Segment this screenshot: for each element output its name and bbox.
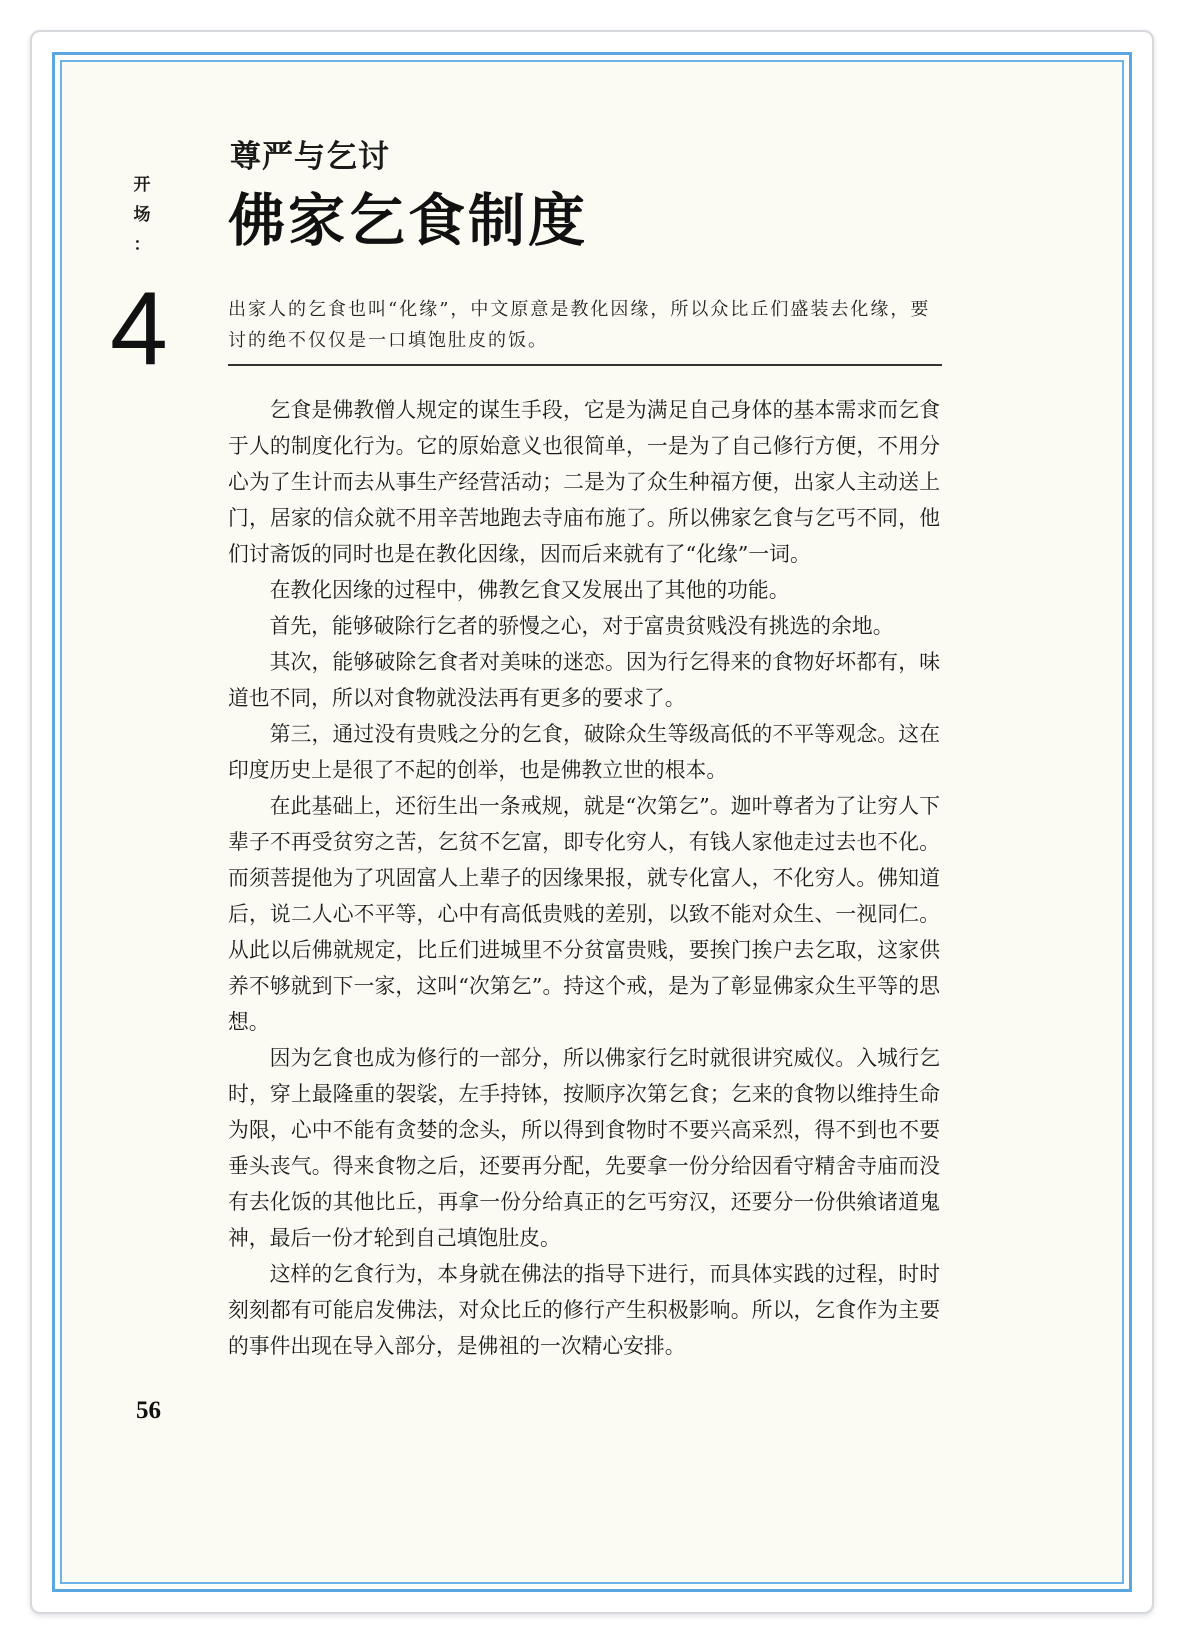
chapter-intro: 出家人的乞食也叫“化缘”，中文原意是教化因缘，所以众比丘们盛装去化缘，要讨的绝不仅仅是一口填饱肚皮的饭。	[228, 299, 931, 351]
paragraph: 乞食是佛教僧人规定的谋生手段，它是为满足自己身体的基本需求而乞食于人的制度化行为。它的原始意义也很简单，一是为了自己修行方便，不用分心为了生计而去从事生产经营活动；二是为了众生种福方便，出家人主动送上门，居家的信众就不用辛苦地跑去寺庙布施了。所以佛家乞食与乞丐不同，他们讨斋饭的同时也是在教化因缘，因而后来就有了“化缘”一词。	[228, 398, 940, 566]
side-label-char: 开	[133, 175, 151, 195]
paragraph: 首先，能够破除行乞者的骄慢之心，对于富贵贫贱没有挑选的余地。	[269, 614, 894, 638]
paragraph: 在教化因缘的过程中，佛教乞食又发展出了其他的功能。	[269, 578, 790, 602]
page-outer-frame	[30, 30, 1154, 1614]
chapter-title: 佛家乞食制度	[228, 188, 588, 254]
paragraph: 第三，通过没有贵贱之分的乞食，破除众生等级高低的不平等观念。这在印度历史上是很了不起的创举，也是佛教立世的根本。	[228, 722, 940, 782]
divider-rule	[228, 364, 942, 366]
side-label-char: 场	[133, 205, 151, 225]
chapter-number: 4	[110, 271, 168, 387]
page-blue-border	[52, 52, 1132, 1592]
chapter-subtitle: 尊严与乞讨	[230, 139, 390, 175]
paragraph: 其次，能够破除乞食者对美味的迷恋。因为行乞得来的食物好坏都有，味道也不同，所以对食物就没法再有更多的要求了。	[228, 650, 940, 710]
book-page	[60, 60, 1124, 1584]
paragraph: 因为乞食也成为修行的一部分，所以佛家行乞时就很讲究威仪。入城行乞时，穿上最隆重的袈裟，左手持钵，按顺序次第乞食；乞来的食物以维持生命为限，心中不能有贪婪的念头，所以得到食物时不要兴高采烈，得不到也不要垂头丧气。得来食物之后，还要再分配，先要拿一份分给因看守精舍寺庙而没有去化饭的其他比丘，再拿一份分给真正的乞丐穷汉，还要分一份供飨诸道鬼神，最后一份才轮到自己填饱肚皮。	[228, 1046, 940, 1250]
page-number: 56	[136, 1397, 161, 1424]
paragraph: 在此基础上，还衍生出一条戒规，就是“次第乞”。迦叶尊者为了让穷人下辈子不再受贫穷之苦，乞贫不乞富，即专化穷人，有钱人家他走过去也不化。而须菩提他为了巩固富人上辈子的因缘果报，就专化富人，不化穷人。佛知道后，说二人心不平等，心中有高低贵贱的差别，以致不能对众生、一视同仁。从此以后佛就规定，比丘们进城里不分贫富贵贱，要挨门挨户去乞取，这家供养不够就到下一家，这叫“次第乞”。持这个戒，是为了彰显佛家众生平等的思想。	[228, 794, 940, 1034]
side-label-char: ：	[133, 235, 151, 255]
body-text	[228, 392, 940, 1364]
paragraph: 这样的乞食行为，本身就在佛法的指导下进行，而具体实践的过程，时时刻刻都有可能启发佛法，对众比丘的修行产生积极影响。所以，乞食作为主要的事件出现在导入部分，是佛祖的一次精心安排。	[228, 1262, 940, 1358]
section-side-label	[130, 170, 154, 260]
